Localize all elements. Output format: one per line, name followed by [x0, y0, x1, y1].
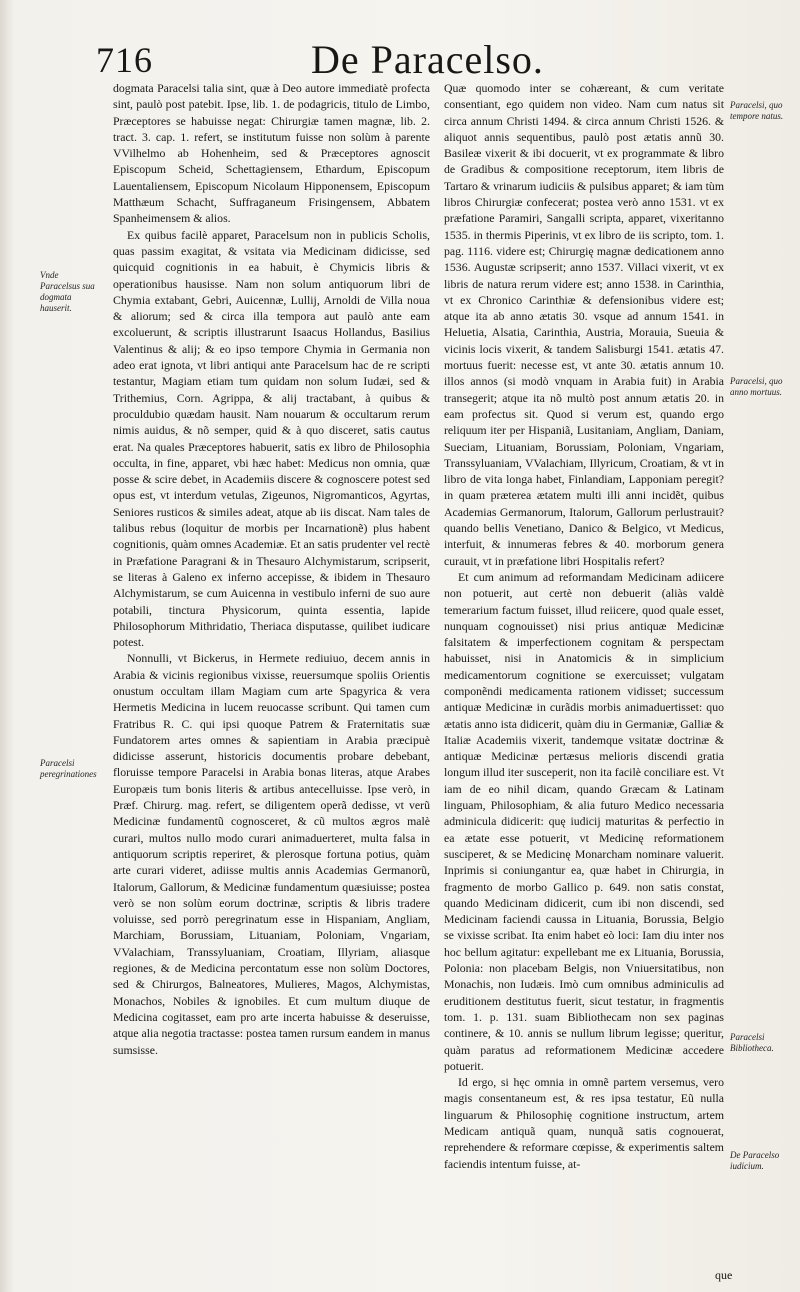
left-paragraph-1: dogmata Paracelsi talia sint, quæ à Deo autore immediatè profecta sint, paulò post patebit. Ipse, lib. 1. de podagricis, titulo de Limbo, Præceptores se habuisse negat: Chirurgiæ tamen magnæ, lib. 2. tract. 3. cap. 1. refert, se institutum fuisse non solùm à parente VVilhelmo ab Hohenheim, sed & Præceptores agnoscit Episcopum Scheid, Schettagiensem, Ethardum, Episcopum Lauentaliensem, Episcopum Nicolaum Hipponensem, Episcopum Matthæum Schacht, Suffraganeum Frisingensem, Abbatem Spanheimensem & alios.	[113, 81, 430, 226]
right-column	[444, 80, 724, 1280]
left-paragraph-2: Ex quibus facilè apparet, Paracelsum non in publicis Scholis, quas passim exagitat, & vsitata via Medicinam didicisse, sed quicquid cognitionis in ea habuit, è Chymicis libris & operationibus hausisse. Nam non solum antiquorum libri de Chymia extabant, Gebri, Auicennæ, Lullij, Arnoldi de Villa noua & aliorum; sed & circa illa tempora aut paulò ante eam excoluerunt, & scriptis illustrarunt Isaacus Hollandus, Basilius Valentinus & alij; & eo ipso tempore Chymia in Germania non adeo erat ignota, vt libri antiqui ante Paracelsum hac de re scripti testantur, Magiam etiam tum quidam non solum Iudæi, sed & Trithemius, Corn. Agrippa, & alij tractabant, à quibus & proculdubio quædam hausit. Nam nouarum & occultarum rerum nimis auidus, & nõ semper, quid & à quo disceret, satis cautus erat. Na quales Præceptores habuerit, satis ex libro de Philosophia occulta, in fine, apparet, vbi hæc habet: Medicus non omnia, quæ posse & scire debet, in Academiis discere & cognoscere potest sed opus est, vt interdum vetulas, Zigeunos, Nigromanticos, Agyrtas, Seniores rusticos & similes adeat, atque ab iis discat. Nam tales de talibus rebus (loquitur de morbis per Incarnationẽ) plus habent cognitionis, quàm omnes Academiæ. Et an satis prudenter vel rectè in Præfatione Paragrani & in Thesauro Alchymistarum, scripserit, se literas à Galeno ex inferno accepisse, & ibidem in Thesauro Alchymistarum, se cum Auicenna in vestibulo inferni de suo aure potabili, tinctura Physicorum, quinta essentia, lapide Philosophorum Mithridatio, Theriaca disputasse, quilibet iudicare potest.	[113, 227, 430, 650]
page-number: 716	[96, 40, 153, 80]
margin-note-left-2: Paracelsi peregrinationes	[40, 758, 97, 779]
margin-note-left-1: Vnde Paracelsus sua dogmata hauserit.	[40, 270, 95, 313]
left-column	[113, 80, 430, 1280]
page-header	[96, 37, 756, 84]
running-title: De Paracelso.	[311, 37, 544, 82]
margin-note-right-1: Paracelsi, quo tempore natus.	[730, 100, 784, 121]
right-paragraph-2: Et cum animum ad reformandam Medicinam adiicere non potuerit, aut certè non debuerit (aliàs valdè temerarium factum fuisset, illud reiicere, quod quale esset, nunquam cognouisset) nisi prius antiquæ Medicinæ falsitatem & imperfectionem cognitam & perspectam habuisset, nisi in Anatomicis & in simplicium medicamentorum cognitione se exercuisset; vulgatam componẽndi medicamenta rationem vidisset; successum antiquæ Medicinæ in curãdis morbis animaduertisset: quo ætatis anno ista didicerit, quàm diu in Germaniæ, Galliæ & Italiæ Academiis vixerit, tandemque vsitatæ doctrinæ & antiquæ Medicinæ pertæsus melioris discendi gratia longum illud iter susceperit, non ita facilè conciliare est. Vt iam de eo nihil dicam, quando Græcam & Latinam linguam, Philosophiam, & alia futuro Medico necessaria adminicula didicerit: quę iudicij maturitas & perfectio in ea ætate esse potuerit, vt Medicinę reformationem susciperet, & se Medicinę Monarcham nominare valuerit. Inprimis si coniungantur ea, quæ habet in Chirurgia, in fragmento de morbo Gallico p. 649. non satis constat, quando Medicinam didicerit, cum ibi non discendi, sed Medicinam faciendi caussa in Lituania, Borussia, Belgio se vixisse scribat. Ita enim habet eò loci: Iam diu inter nos hoc bellum agitatur: expellebant me ex Lituania, Borussia, Polonia: non placebam Belgis, non Vniuersitatibus, non Monachis, non Iudæis. Imò cum omnibus adminiculis ad eruditionem destitutus fuerit, sicut testatur, in fragmentis tom. 1. p. 131. suam Bibliothecam non sex paginas continere, & 10. annis se nullum librum legisse; queritur, quàm paratus ad reformationem Medicinæ accedere potuerit.	[444, 569, 724, 1073]
margin-note-right-3: Paracelsi Bibliotheca.	[730, 1032, 774, 1053]
margin-note-right-4: De Paracelso iudicium.	[730, 1150, 780, 1171]
right-paragraph-1: Quæ quomodo inter se cohæreant, & cum veritate consentiant, ego quidem non video. Nam cum natus sit circa annum Christi 1494. & circa annum Christi 1526. & aliquot annis sequentibus, paulò post ætatis annũ 30. Basileæ vixerit & ibi docuerit, vt ex programmate & libro de Gradibus & compositione receptorum, item libris de Tartaro & vrinarum iudiciis & pulsibus apparet; & iam tùm libros Chirurgiæ confecerat; postea verò anno 1531. vt ex præfatione Paramiri, Sangalli scripta, apparet, vixeritanno 1535. in thermis Piperinis, vt ex libro de iis scripto, tom. 1. pag. 1116. videre est; Chirurgię magnæ dedicationem anno 1536. Augustæ scripserit; anno 1537. Villaci vixerit, vt ex libris de natura rerum videre est; anno 1538. in Carinthia, vt ex Chronico Carinthiæ & defensionibus videre est; atque ita ab anno ætatis 30. vsque ad annum 1541. in Heluetia, Alsatia, Carinthia, Austria, Morauia, Sueuia & vicinis locis vixerit, & tandem Salisburgi 1541. ætatis 47. mortuus fuerit: necesse est, vt ante 30. ætatis annum 10. illos annos (si modò vnquam in Arabia fuit) in Arabia transegerit; atque ita nõ multò post annum ætatis 20. in eam profectus sit. Quod si verum est, quando ergo reliquum iter per Hispaniã, Lusitaniam, Angliam, Daniam, Sueciam, Lituaniam, Borussiam, Poloniam, Vngariam, Transsyluaniam, VValachiam, Illyricum, Croatiam, & vt in libro de vita longa habet, Finlandiam, Lapponiam peregit? in quam præterea ætatem multi illi anni incidẽt, quibus Academias Germanorum, Italorum, Gallorum perlustrauit? quando bellis Venetiano, Danico & Belgico, vt Medicus, interfuit, & innumeras febres & 40. morborum genera curauit, vt in præfatione libri Hospitalis refert?	[444, 81, 724, 568]
left-paragraph-3: Nonnulli, vt Bickerus, in Hermete rediuiuo, decem annis in Arabia & vicinis regionibus vixisse, reuersumque spoliis Orientis onustum occultam illam Magiam cum arte Spagyrica & vera Hermetis Medicina in lucem reuocasse scribunt. Qui tamen cum Fratribus R. C. qui ipsi quoque Patrem & Fraternitatis suæ Fundatorem artes omnes & sapientiam in Arabia præcipuè didicisse asserunt, historicis documentis probare debebant, floruisse tempore Paracelsi in Arabia bonas literas, atque Arabes Europæis tum bonis literis & artibus antecelluisse. Ipse verò, in Præf. Chirurg. mag. refert, se diligentem operã dedisse, vt verũ Medicinæ fundamentũ cognosceret, & cũ multos ægros malè curari, multos nullo modo curari animaduerteret, multa falsa in antiquorum scriptis reperiret, & plerosque fortuna potius, quàm arte curari videret, adiisse multis annis Academias Germanorũ, Italorum, Gallorum, & Medicinæ fundamentum quæsiuisse; postea verò se non solùm eorum doctrinæ, scriptis & libris tradere voluisse, sed porrò peregrinatum esse in Hispaniam, Angliam, Marchiam, Borussiam, Lituaniam, Poloniam, Vngariam, VValachiam, Transsyluaniam, Croatiam, Illyriam, aliasque regiones, & de Medicina percontatum esse non solùm Doctores, sed & Chirurgos, Balneatores, Mulieres, Magos, Alchymistas, Monachos, Nobiles & ignobiles. Et cum multum diuque de Medicina cogitasset, eam pro arte incerta habuisse & deseruisse, atque alia negotia tractasse: postea tamen rursum eandem in manus sumsisse.	[113, 651, 430, 1057]
catchword: que	[715, 1268, 733, 1282]
right-paragraph-3: Id ergo, si hęc omnia in omnẽ partem versemus, vero magis consentaneum est, & res ipsa testatur, Eũ nulla linguarum & Philosophię cognitione instructum, artem Medicam antiquã quam, nunquã satis cognouerat, reprehendere & reformare cœpisse, & experimentis saltem faciendis intentum fuisse, at-	[444, 1075, 724, 1171]
margin-note-right-2: Paracelsi, quo anno mortuus.	[730, 376, 783, 397]
